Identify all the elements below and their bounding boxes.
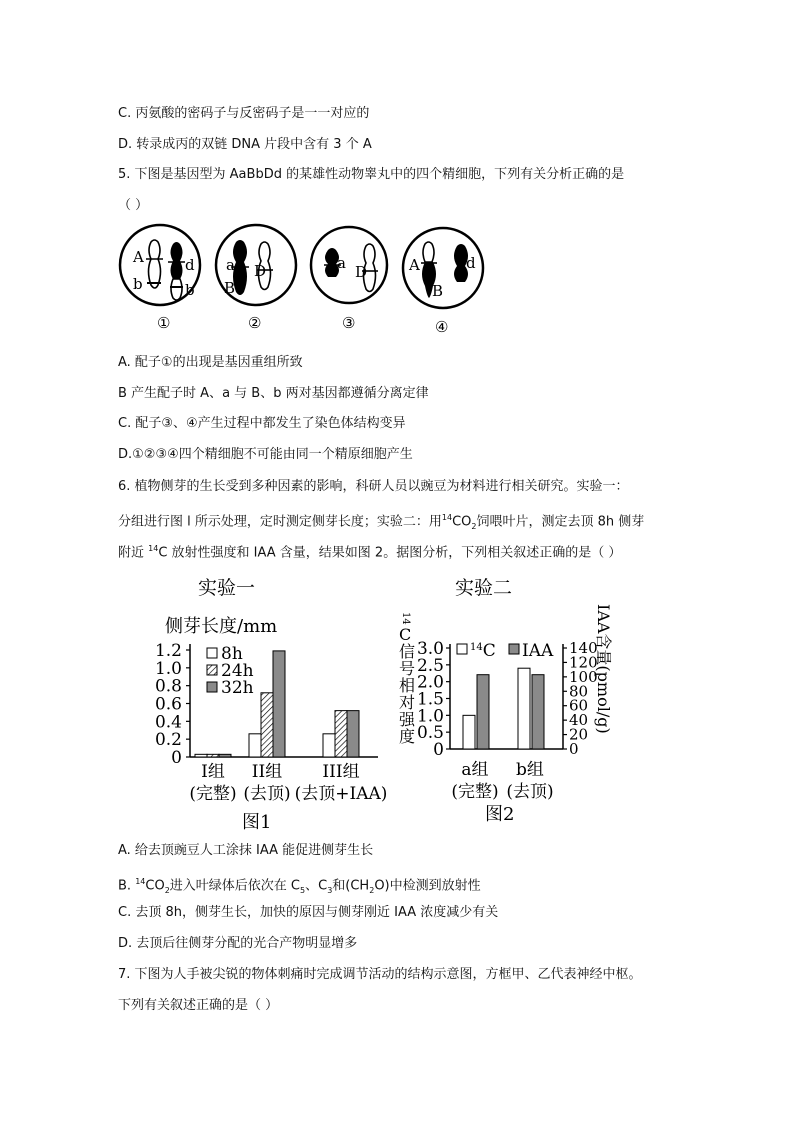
chart1-bar-8h bbox=[323, 734, 335, 757]
question-6-stem-line1: 6. 植物侧芽的生长受到多种因素的影响，科研人员以豌豆为材料进行相关研究。实验一： bbox=[118, 479, 629, 494]
question-7-stem-line1: 7. 下图为人手被尖锐的物体刺痛时完成调节活动的结构示意图，方框甲、乙代表神经中枢。 bbox=[118, 967, 642, 982]
chart2-bar-iaa bbox=[477, 675, 489, 749]
question-5-stem: 5. 下图是基因型为 AaBbDd 的某雄性动物睾丸中的四个精细胞，下列有关分析正确的是 bbox=[118, 167, 625, 182]
chart1-category-label: I组 bbox=[201, 762, 225, 782]
gene-label-d: d bbox=[466, 254, 476, 272]
chart2-title: 实验二 bbox=[455, 577, 513, 599]
chart2-right-tick-label: 80 bbox=[569, 682, 589, 701]
option-a-q5: A. 配子①的出现是基因重组所致 bbox=[118, 355, 303, 370]
chart1-bar-32h bbox=[219, 754, 231, 757]
chart1-bar-8h bbox=[249, 734, 261, 757]
gene-label-B: B bbox=[224, 279, 236, 297]
chart2-bar-iaa bbox=[532, 675, 544, 749]
option-b-q6: B. $^{14}CO_2$进入叶绿体后依次在 $C_5$、$C_3$和$(CH_2O)$中检测到放射性 bbox=[118, 877, 481, 895]
gene-label-a: a bbox=[337, 254, 346, 272]
chart2-ylabel-right: IAA含量(pmol/g) bbox=[594, 604, 613, 734]
chart2-right-tick-label: 40 bbox=[569, 711, 589, 730]
chart2-caption: 图2 bbox=[485, 804, 515, 825]
chart2-category-sublabel: (完整) bbox=[451, 782, 499, 802]
chart2-left-tick-label: 3.0 bbox=[416, 639, 444, 659]
chart1-bar-24h bbox=[207, 754, 219, 757]
gene-label-A: A bbox=[133, 248, 144, 266]
cell-number-2: ② bbox=[248, 314, 262, 332]
chart1-y-tick-label: 0.8 bbox=[154, 676, 182, 697]
chart1-legend-label: 8h bbox=[221, 644, 243, 664]
chart1-category-sublabel: (完整) bbox=[189, 784, 237, 804]
chart1-title: 实验一 bbox=[198, 577, 256, 599]
option-d-q6: D. 去顶后往侧芽分配的光合产物明显增多 bbox=[118, 936, 358, 951]
chart2-right-tick-label: 0 bbox=[569, 740, 579, 758]
chart2-left-tick-label: 0.5 bbox=[416, 723, 444, 744]
chart2-ylabel-left-text: C 信号相对强度 bbox=[399, 625, 416, 746]
chart2-left-tick-label: 2.5 bbox=[416, 655, 444, 676]
chart1-y-tick-label: 0.6 bbox=[154, 694, 182, 715]
chart1-category-sublabel: (去顶+IAA) bbox=[294, 784, 388, 804]
gene-label-b: b bbox=[133, 275, 143, 293]
chart2-left-tick-label: 1.0 bbox=[416, 706, 444, 727]
chart2-right-tick-label: 20 bbox=[569, 725, 589, 744]
chart2-left-tick-label: 0 bbox=[433, 740, 444, 760]
option-d-q4: D. 转录成丙的双链 DNA 片段中含有 3 个 A bbox=[118, 137, 372, 152]
chart1-y-tick-label: 0.4 bbox=[154, 712, 182, 733]
chart1-y-tick-label: 1.0 bbox=[154, 658, 182, 679]
chart2-plot bbox=[417, 639, 598, 802]
gene-label-D: D bbox=[355, 263, 368, 281]
chart2-right-tick-label: 120 bbox=[569, 653, 598, 672]
chart1-y-tick-label: 0.2 bbox=[154, 730, 182, 751]
chart2-right-tick-label: 100 bbox=[569, 667, 598, 686]
option-c-q6: C. 去顶 8h，侧芽生长，加快的原因与侧芽刚近 IAA 浓度减少有关 bbox=[118, 905, 499, 920]
chart2-left-tick-label: 1.5 bbox=[416, 689, 444, 710]
question-7-stem-line2: 下列有关叙述正确的是（ ） bbox=[118, 998, 279, 1013]
gene-label-a: a bbox=[226, 256, 235, 274]
chart2-bar-c14 bbox=[463, 715, 475, 749]
chart1-caption: 图1 bbox=[242, 812, 272, 833]
option-c-q4: C. 丙氨酸的密码子与反密码子是一一对应的 bbox=[118, 106, 370, 121]
chart1-bar-24h bbox=[335, 711, 347, 757]
chart2-legend-label: $^{14}$C bbox=[470, 641, 496, 661]
option-a-q6: A. 给去顶豌豆人工涂抹 IAA 能促进侧芽生长 bbox=[118, 843, 374, 858]
chart1-bar-8h bbox=[195, 754, 207, 757]
chart1-category-label: II组 bbox=[251, 762, 283, 782]
chart1-bar-32h bbox=[273, 651, 285, 757]
gene-label-D: D bbox=[254, 262, 267, 280]
chart2-right-tick-label: 140 bbox=[569, 639, 598, 657]
chart1-plot bbox=[155, 641, 387, 804]
chart1-ylabel: 侧芽长度/mm bbox=[165, 616, 278, 637]
chart1-legend-label: 24h bbox=[221, 661, 254, 681]
chart2-right-tick-label: 60 bbox=[569, 696, 589, 715]
chart2-legend-swatch bbox=[509, 644, 519, 654]
question-5-blank: （ ） bbox=[118, 198, 149, 213]
chart2-ylabel-left bbox=[399, 612, 416, 746]
chart1-legend-swatch bbox=[207, 648, 217, 658]
chart2-legend-swatch bbox=[457, 644, 467, 654]
option-d-q5: D.①②③④四个精细胞不可能由同一个精原细胞产生 bbox=[118, 447, 413, 462]
chart2-bar-c14 bbox=[518, 668, 530, 749]
chart2-legend-label: IAA bbox=[522, 641, 554, 661]
option-b-q5: B 产生配子时 A、a 与 B、b 两对基因都遵循分离定律 bbox=[118, 386, 429, 401]
chart1-bar-24h bbox=[261, 693, 273, 757]
chart1-legend-label: 32h bbox=[221, 678, 254, 698]
chart2-ylabel-left-sup: 14 bbox=[400, 612, 411, 625]
chart1-y-tick-label: 0 bbox=[171, 748, 182, 768]
cell-number-4: ④ bbox=[435, 318, 449, 336]
cell-number-1: ① bbox=[157, 314, 171, 332]
chart1-category-sublabel: (去顶) bbox=[243, 784, 291, 804]
chart1-category-label: III组 bbox=[322, 762, 360, 782]
gene-label-A: A bbox=[409, 256, 420, 274]
chart1-bar-32h bbox=[347, 711, 359, 757]
option-c-q5: C. 配子③、④产生过程中都发生了染色体结构变异 bbox=[118, 416, 406, 431]
gene-label-B: B bbox=[432, 282, 444, 300]
chart2-left-tick-label: 2.0 bbox=[416, 672, 444, 693]
chart1-legend-swatch bbox=[207, 665, 217, 675]
chart1-legend-swatch bbox=[207, 682, 217, 692]
gene-label-d: d bbox=[185, 256, 195, 274]
question-6-stem-line2: 分组进行图 l 所示处理，定时测定侧芽长度；实验二：用$^{14}CO_2$饲喂叶片，测定去顶 8h 侧芽 bbox=[118, 513, 645, 531]
cell-number-3: ③ bbox=[342, 314, 356, 332]
chart2-category-label: b组 bbox=[516, 760, 544, 780]
chart1-y-tick-label: 1.2 bbox=[154, 641, 182, 661]
question-6-stem-line3: 附近 $^{14}$C 放射性强度和 IAA 含量，结果如图 2。据图分析，下列相关叙述正确的是（ ） bbox=[118, 544, 622, 561]
chart2-category-label: a组 bbox=[461, 760, 489, 780]
chart2-category-sublabel: (去顶) bbox=[506, 782, 554, 802]
gene-label-b: b bbox=[185, 281, 195, 299]
